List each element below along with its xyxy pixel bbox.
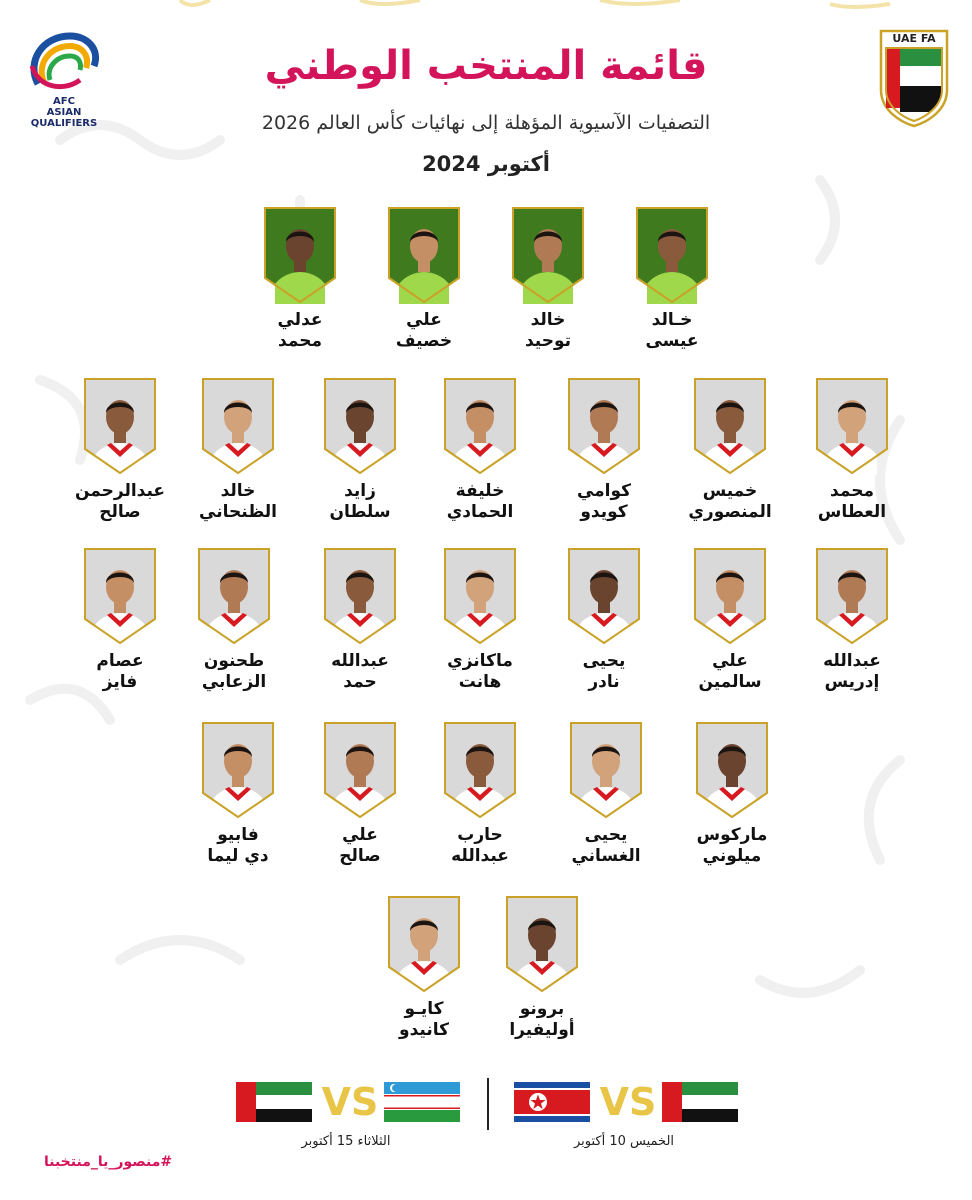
player-last-name: الظنحاني <box>199 502 277 522</box>
player-name <box>792 481 912 523</box>
player-photo <box>443 547 517 645</box>
player-photo-icon <box>815 547 889 645</box>
player-name <box>60 481 180 523</box>
player-name <box>364 999 484 1041</box>
match-1 <box>514 1082 754 1172</box>
page-title: قائمة المنتخب الوطني <box>264 43 708 89</box>
player-name <box>420 825 540 867</box>
player-photo-icon <box>511 206 585 304</box>
player-name <box>240 310 360 352</box>
player-photo-icon <box>263 206 337 304</box>
player-photo-icon <box>443 547 517 645</box>
player-last-name: دي ليما <box>207 846 269 866</box>
goalkeeper-card <box>364 206 484 368</box>
player-last-name: كانيدو <box>399 1020 449 1040</box>
player-name <box>672 825 792 867</box>
player-name <box>546 825 666 867</box>
player-first-name: محمد <box>830 481 874 501</box>
player-photo <box>263 206 337 304</box>
player-last-name: نادر <box>588 672 620 692</box>
player-photo-icon <box>693 377 767 475</box>
uae-fa-logo-text: UAE FA <box>892 32 936 45</box>
player-first-name: عبدالله <box>823 651 881 671</box>
player-name <box>300 825 420 867</box>
player-first-name: علي <box>342 825 378 845</box>
player-card <box>792 377 912 539</box>
player-photo <box>505 895 579 993</box>
player-photo-icon <box>815 377 889 475</box>
player-photo <box>693 377 767 475</box>
uae-fa-logo <box>878 28 950 128</box>
player-card <box>544 547 664 709</box>
north-korea-flag-icon <box>514 1082 590 1122</box>
goalkeeper-card <box>612 206 732 368</box>
player-card <box>546 721 666 883</box>
player-name <box>178 481 298 523</box>
player-name <box>670 481 790 523</box>
player-photo <box>815 377 889 475</box>
player-last-name: الحمادي <box>446 502 514 522</box>
afc-logo-line2: ASIAN <box>46 107 82 118</box>
player-last-name: عبدالله <box>451 846 509 866</box>
player-photo <box>443 721 517 819</box>
player-first-name: خميس <box>702 481 758 501</box>
player-photo <box>387 206 461 304</box>
player-photo <box>567 547 641 645</box>
player-last-name: صالح <box>99 502 141 522</box>
player-photo <box>815 547 889 645</box>
player-photo-icon <box>201 377 275 475</box>
player-last-name: ميلوني <box>702 846 762 866</box>
player-last-name: إدريس <box>824 672 880 692</box>
player-last-name: العطاس <box>817 502 887 522</box>
player-photo <box>511 206 585 304</box>
player-first-name: خالد <box>220 481 256 501</box>
player-first-name: فابيو <box>217 825 259 845</box>
player-photo <box>387 895 461 993</box>
player-photo <box>693 547 767 645</box>
player-name <box>544 481 664 523</box>
player-card <box>174 547 294 709</box>
player-last-name: كويدو <box>580 502 628 522</box>
player-last-name: أوليفيرا <box>509 1020 575 1040</box>
afc-swirl-icon <box>18 26 110 96</box>
player-card <box>482 895 602 1057</box>
player-photo-icon <box>443 721 517 819</box>
goalkeeper-card <box>240 206 360 368</box>
player-photo <box>83 377 157 475</box>
player-card <box>420 721 540 883</box>
match-1-date: الخميس 10 أكتوبر <box>573 1134 675 1149</box>
player-last-name: فايز <box>102 672 138 692</box>
player-card <box>300 721 420 883</box>
player-first-name: طحنون <box>203 651 265 671</box>
hashtag: #منصور_يا_منتخبنا <box>44 1154 173 1170</box>
player-photo-icon <box>635 206 709 304</box>
player-name <box>300 481 420 523</box>
player-photo <box>569 721 643 819</box>
player-name <box>488 310 608 352</box>
player-first-name: عبدالله <box>331 651 389 671</box>
player-photo <box>83 547 157 645</box>
player-name <box>60 651 180 693</box>
player-name <box>420 651 540 693</box>
player-name <box>670 651 790 693</box>
player-last-name: توحيد <box>524 331 572 351</box>
match-1-vs: VS <box>599 1080 657 1124</box>
player-photo-icon <box>443 377 517 475</box>
player-first-name: عدلي <box>277 310 323 330</box>
player-first-name: ماكانزي <box>447 651 513 671</box>
player-photo-icon <box>201 721 275 819</box>
player-name <box>612 310 732 352</box>
player-name <box>482 999 602 1041</box>
player-last-name: هانت <box>458 672 502 692</box>
player-name <box>364 310 484 352</box>
match-divider <box>487 1078 489 1130</box>
player-photo <box>323 547 397 645</box>
player-first-name: زايد <box>344 481 376 501</box>
player-first-name: يحيى <box>584 825 628 845</box>
player-photo <box>201 721 275 819</box>
player-first-name: خليفة <box>455 481 505 501</box>
player-card <box>420 377 540 539</box>
player-first-name: حارب <box>457 825 503 845</box>
player-card <box>420 547 540 709</box>
uae-flag-icon <box>236 1082 312 1122</box>
player-card <box>60 547 180 709</box>
player-photo-icon <box>197 547 271 645</box>
player-photo-icon <box>83 547 157 645</box>
player-last-name: محمد <box>278 331 322 351</box>
squad-date: أكتوبر 2024 <box>422 152 550 176</box>
player-last-name: الزعابي <box>201 672 267 692</box>
player-photo-icon <box>83 377 157 475</box>
player-card <box>178 721 298 883</box>
player-photo-icon <box>569 721 643 819</box>
player-photo <box>323 721 397 819</box>
player-name <box>420 481 540 523</box>
player-photo-icon <box>387 895 461 993</box>
uae-flag-icon <box>662 1082 738 1122</box>
page-subtitle: التصفيات الآسيوية المؤهلة إلى نهائيات كأس العالم 2026 <box>261 112 711 134</box>
player-last-name: عيسى <box>645 331 699 351</box>
match-2-vs: VS <box>321 1080 379 1124</box>
player-card <box>364 895 484 1057</box>
player-first-name: يحيى <box>582 651 626 671</box>
player-photo <box>323 377 397 475</box>
player-card <box>792 547 912 709</box>
player-last-name: سالمين <box>698 672 762 692</box>
player-first-name: عصام <box>96 651 144 671</box>
player-name <box>544 651 664 693</box>
player-photo-icon <box>693 547 767 645</box>
player-last-name: خصيف <box>395 331 453 351</box>
match-2-date: الثلاثاء 15 أكتوبر <box>301 1134 391 1149</box>
player-photo <box>443 377 517 475</box>
player-photo-icon <box>695 721 769 819</box>
player-photo <box>567 377 641 475</box>
player-name <box>792 651 912 693</box>
player-photo-icon <box>505 895 579 993</box>
player-card <box>544 377 664 539</box>
player-name <box>300 651 420 693</box>
uzbekistan-flag-icon <box>384 1082 460 1122</box>
player-card <box>670 377 790 539</box>
player-photo-icon <box>567 377 641 475</box>
player-last-name: المنصوري <box>688 502 772 522</box>
goalkeeper-card <box>488 206 608 368</box>
afc-logo-line3: QUALIFIERS <box>30 118 98 129</box>
match-2 <box>236 1082 476 1172</box>
player-first-name: كوامي <box>576 481 632 501</box>
player-card <box>672 721 792 883</box>
player-photo-icon <box>323 377 397 475</box>
player-last-name: حمد <box>343 672 377 692</box>
player-first-name: خـالد <box>651 310 693 330</box>
player-photo-icon <box>567 547 641 645</box>
player-card <box>300 377 420 539</box>
player-photo <box>197 547 271 645</box>
player-photo-icon <box>323 547 397 645</box>
player-card <box>300 547 420 709</box>
player-photo-icon <box>387 206 461 304</box>
player-photo-icon <box>323 721 397 819</box>
player-first-name: برونو <box>519 999 565 1019</box>
player-first-name: ماركوس <box>696 825 768 845</box>
player-first-name: علي <box>406 310 442 330</box>
player-card <box>178 377 298 539</box>
player-card <box>60 377 180 539</box>
afc-logo-text <box>18 96 110 129</box>
player-first-name: كايـو <box>404 999 444 1019</box>
player-last-name: الغساني <box>571 846 641 866</box>
player-last-name: صالح <box>339 846 381 866</box>
player-first-name: عبدالرحمن <box>74 481 166 501</box>
player-last-name: سلطان <box>329 502 391 522</box>
player-name <box>174 651 294 693</box>
player-photo <box>635 206 709 304</box>
player-first-name: علي <box>712 651 748 671</box>
player-name <box>178 825 298 867</box>
player-photo <box>201 377 275 475</box>
player-photo <box>695 721 769 819</box>
player-first-name: خالد <box>530 310 566 330</box>
afc-logo-line1: AFC <box>53 96 75 107</box>
player-card <box>670 547 790 709</box>
